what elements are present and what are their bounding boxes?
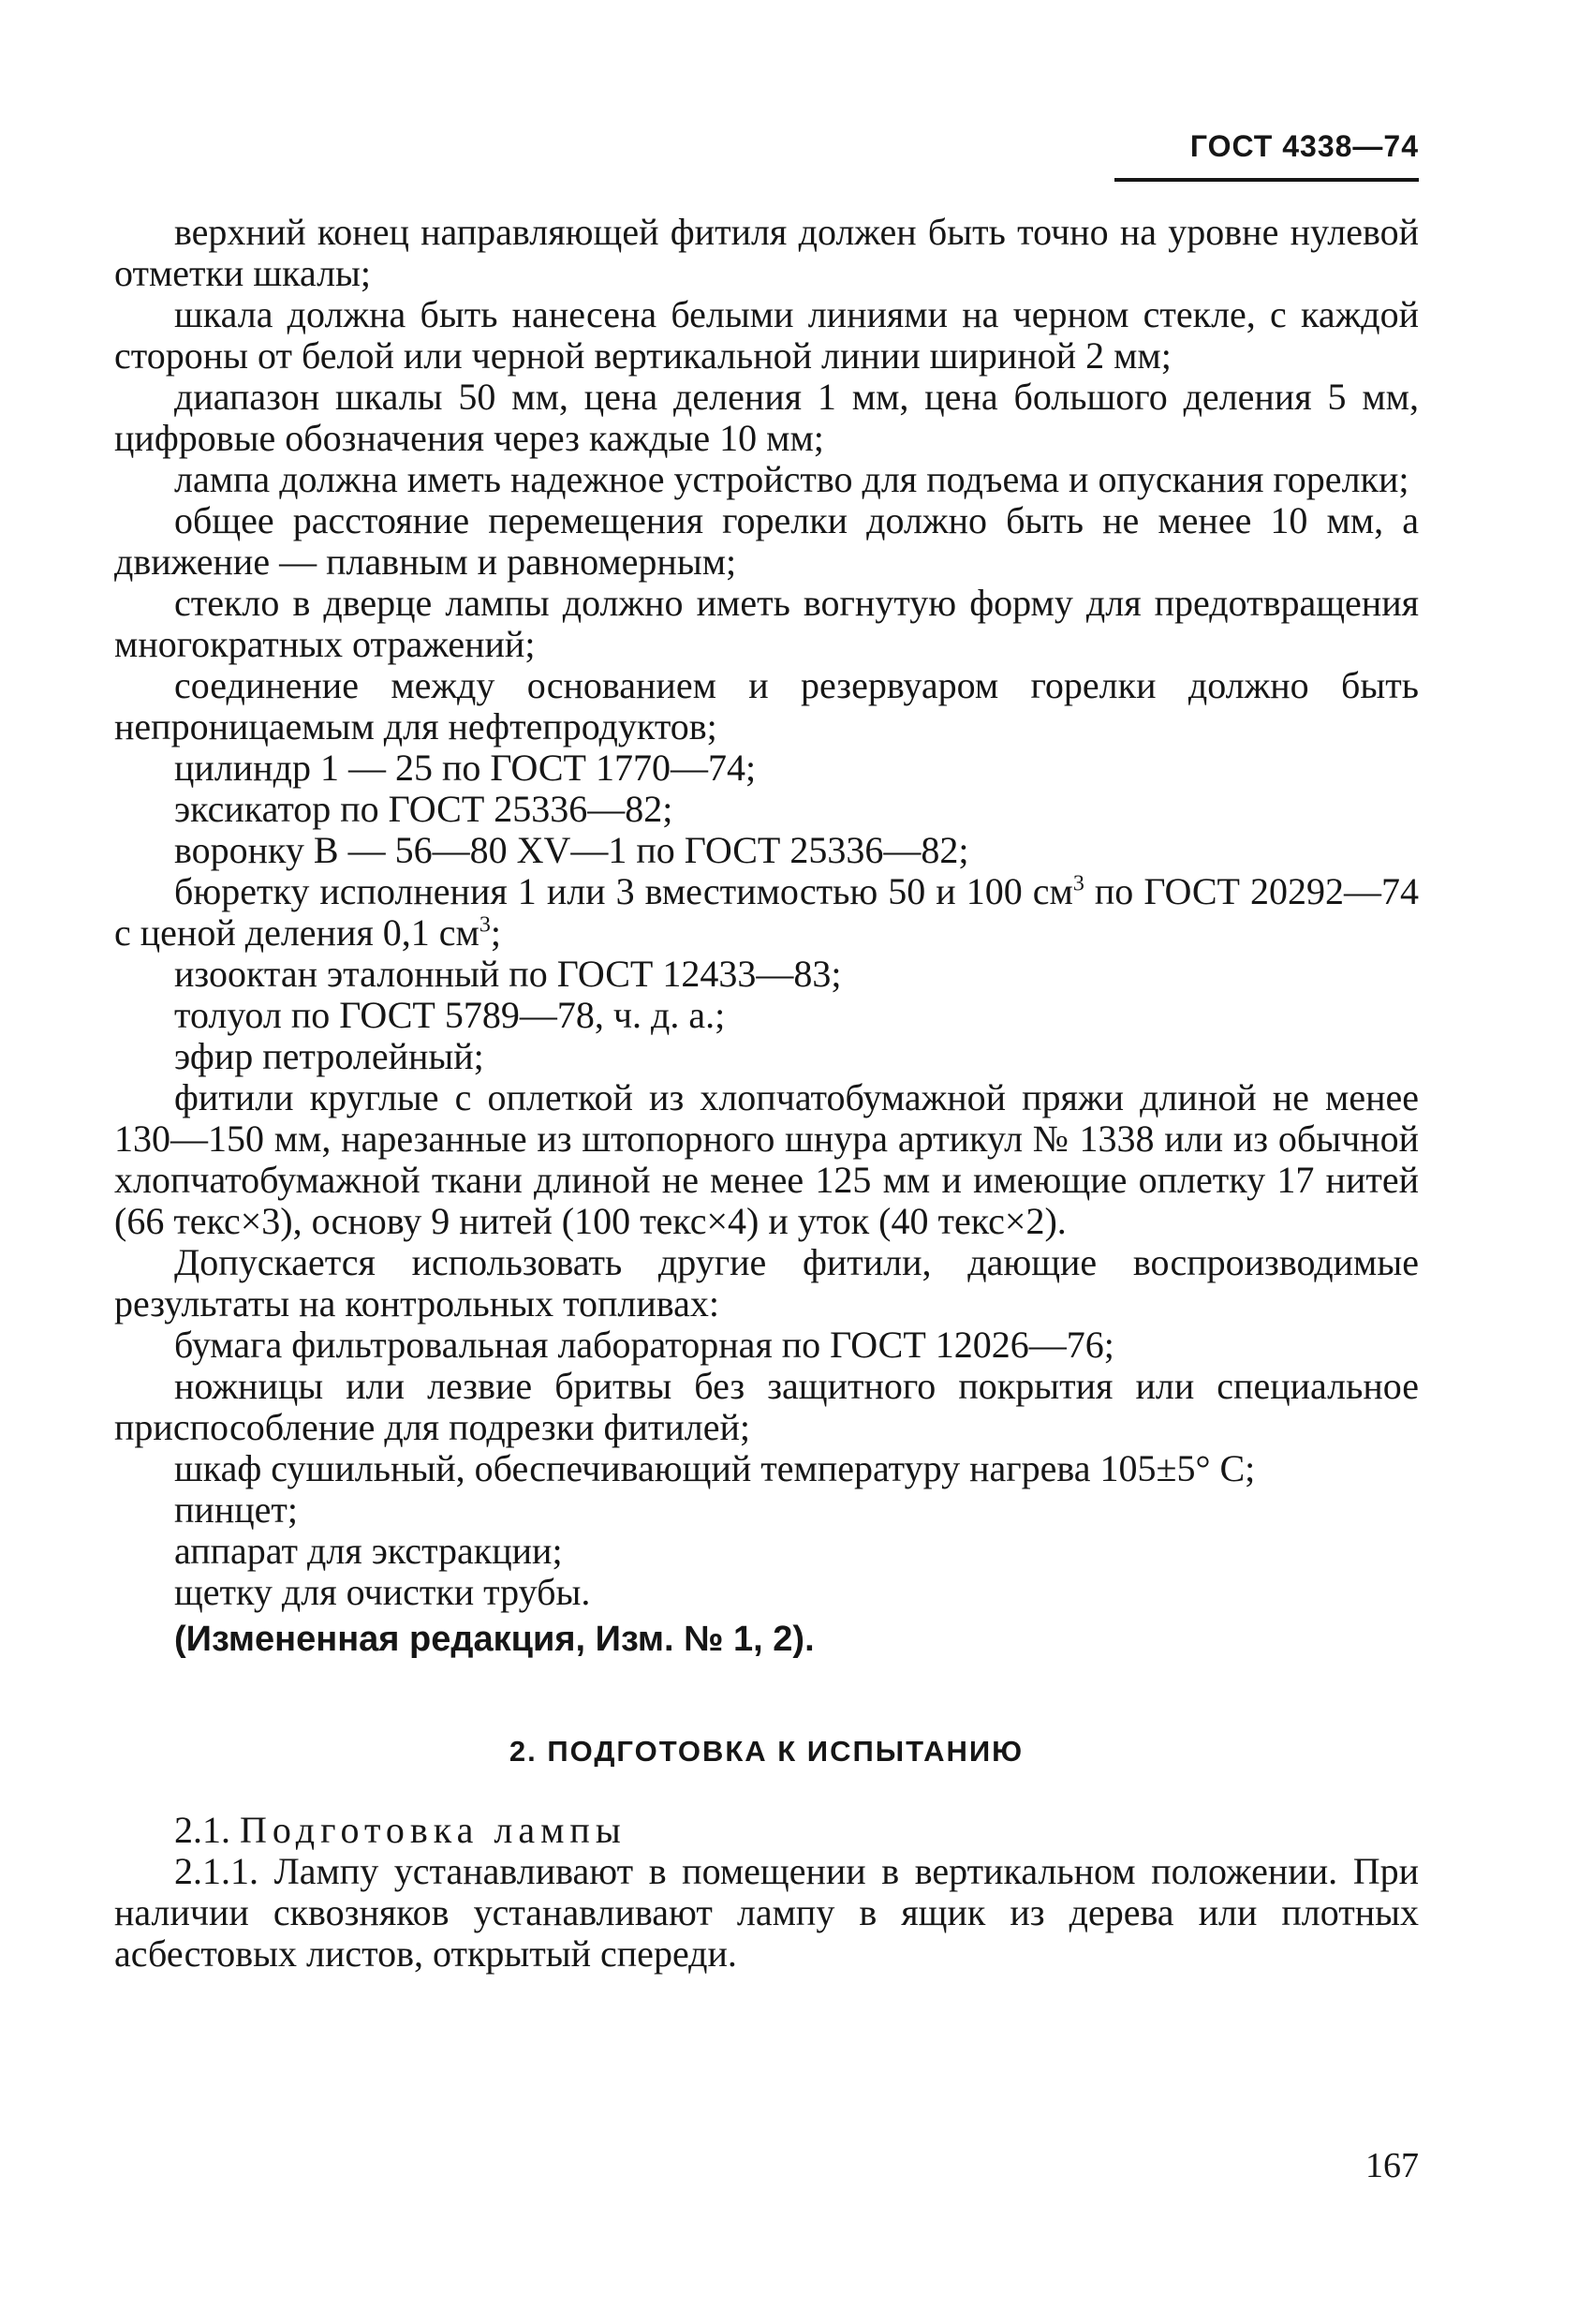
burette-paragraph: [114, 871, 1419, 954]
paragraph: ножницы или лезвие бритвы без защитного покрытия или специальное приспособление для подрезки фитилей;: [114, 1365, 1419, 1448]
paragraph: пинцет;: [174, 1488, 298, 1531]
subsection-title: Подготовка лампы: [240, 1809, 627, 1851]
paragraph: стекло в дверце лампы должно иметь вогнутую форму для предотвращения многократных отражений;: [114, 582, 1419, 665]
paragraph: общее расстояние перемещения горелки должно быть не менее 10 мм, а движение — плавным и равномерным;: [114, 499, 1419, 583]
paragraph: диапазон шкалы 50 мм, цена деления 1 мм, цена большого деления 5 мм, цифровые обозначения через каждые 10 мм;: [114, 376, 1419, 459]
page-body: [114, 212, 1419, 1975]
paragraph: эксикатор по ГОСТ 25336—82;: [174, 788, 673, 830]
section-heading: 2. ПОДГОТОВКА К ИСПЫТАНИЮ: [509, 1735, 1025, 1768]
paragraph: лампа должна иметь надежное устройство для подъема и опускания горелки;: [174, 458, 1409, 500]
paragraph: щетку для очистки трубы.: [174, 1571, 591, 1613]
subsection-heading: [174, 1810, 1419, 1851]
superscript: 3: [479, 912, 491, 938]
header-rule: [1114, 178, 1419, 182]
page-number: 167: [1365, 2146, 1419, 2185]
burette-text-2: по ГОСТ 20292—74 с ценой деления 0,1 см: [114, 870, 1419, 954]
paragraph: Допускается использовать другие фитили, дающие воспроизводимые результаты на контрольных топливах:: [114, 1241, 1419, 1325]
paragraph: бумага фильтровальная лабораторная по ГОСТ 12026—76;: [174, 1324, 1114, 1366]
clause-paragraph: 2.1.1. Лампу устанавливают в помещении в вертикальном положении. При наличии сквозняков устанавливают лампу в ящик из дерева или плотных асбестовых листов, открытый спереди.: [114, 1850, 1419, 1975]
paragraph: толуол по ГОСТ 5789—78, ч. д. а.;: [174, 994, 726, 1036]
amendment-note: (Измененная редакция, Изм. № 1, 2).: [174, 1620, 815, 1659]
paragraph: верхний конец направляющей фитиля должен быть точно на уровне нулевой отметки шкалы;: [114, 211, 1419, 294]
paragraph: шкаф сушильный, обеспечивающий температуру нагрева 105±5° С;: [174, 1447, 1256, 1489]
paragraph: изооктан эталонный по ГОСТ 12433—83;: [174, 953, 842, 995]
paragraph: аппарат для экстракции;: [174, 1530, 563, 1572]
paragraph: эфир петролейный;: [174, 1035, 484, 1077]
document-header: ГОСТ 4338—74: [1189, 129, 1419, 163]
paragraph: фитили круглые с оплеткой из хлопчатобумажной пряжи длиной не менее 130—150 мм, нарезанные из штопорного шнура артикул № 1338 или из обычной хлопчатобумажной ткани длиной не менее 125 мм и имеющие оплетку 17 нитей (66 текс×3), основу 9 нитей (100 текс×4) и уток (40 текс×2).: [114, 1076, 1419, 1242]
paragraph: воронку В — 56—80 XV—1 по ГОСТ 25336—82;: [174, 829, 969, 871]
superscript: 3: [1072, 871, 1084, 896]
burette-text-3: ;: [490, 911, 501, 954]
burette-text-1: бюретку исполнения 1 или 3 вместимостью 50 и 100 см: [174, 870, 1073, 912]
paragraph: шкала должна быть нанесена белыми линиями на черном стекле, с каждой стороны от белой или черной вертикальной линии шириной 2 мм;: [114, 293, 1419, 377]
paragraph: соединение между основанием и резервуаром горелки должно быть непроницаемым для нефтепродуктов;: [114, 664, 1419, 748]
paragraph: цилиндр 1 — 25 по ГОСТ 1770—74;: [174, 747, 757, 789]
subsection-number: 2.1.: [174, 1809, 230, 1851]
